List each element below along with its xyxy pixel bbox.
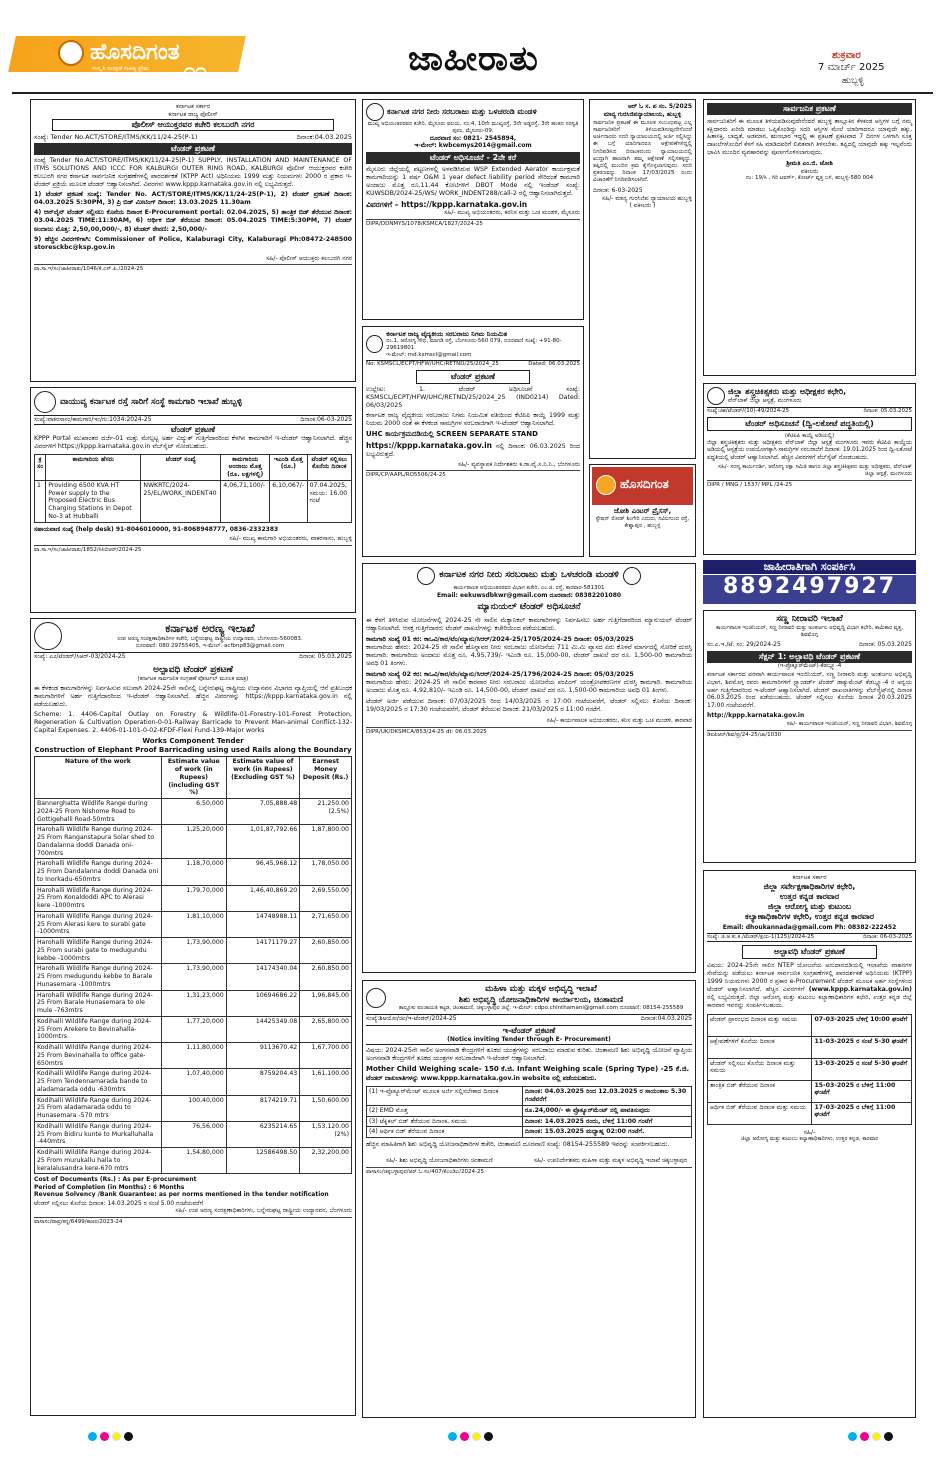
nwkrtc-help: ಸಹಾಯವಾಣಿ ಸಂಖ್ಯೆ (help desk) 91-8046010000, 91-8068948777, 0836-2332383 [34,525,279,533]
court-date: ದಿನಾಂಕ: 6-03-2025 [593,187,643,195]
public-notice-ad [703,99,916,376]
public-addr: ನಂ: 19/ಸಿ , ಗಿರಿ ಟವರ್ಸ್, ಕೋರ್ಟ್ ವೃತ್ತ ಬಳಿ, ಹುಬ್ಬಳ್ಳಿ-580 004 [745,175,874,182]
kuwsdb2-foot: DIPR/UK/DKSMCA/853/24-25 dt: 06.03.2025 [366,727,692,736]
masthead-tagline: ಸಂಸ್ಕೃತಿ ಸಂರಕ್ಷಣೆ ಸಾಹಿತ್ಯ ಪ್ರೇಮ [92,66,149,72]
table-row [35,1016,352,1042]
forest-cell: 76,56,000 [161,1121,226,1147]
header-date: 7 ಮಾರ್ಚ್ 2025 [818,62,885,73]
nwkrtc-cell: 6,10,067/- [270,480,307,522]
court-title: ಮಾನ್ಯ ಗುರಸಿಜಿಪನ್ಯಾಯಾಲಯ, ಹುಬ್ಬಳ್ಳಿ [603,110,682,118]
table-row [367,1105,692,1116]
wcd-logo-icon [366,988,386,1008]
forest-date: ದಿನಾಂಕ: 05.03.2025 [299,653,352,660]
forest-cell: 1,07,40,000 [161,1069,226,1095]
forest-cell: Harohalli Wildlife Range during 2024-25 From Ranganstapura Solar shed to Dandalanna doddi Danada oni-700mtrs [35,825,162,859]
masthead-title: ಹೊಸದಿಗಂತ [90,40,180,65]
table-row [708,1058,912,1080]
nwkrtc-cell: Providing 6500 KVA HT Power supply to the Proposed Electric Bus Charging Stations in Depot No-3 at Hubballi [46,480,141,522]
table-row [367,1116,692,1127]
forest-cell: 8174219.71 [226,1095,300,1121]
nwkrtc-th: ಟೆಂಡರ್ ಸಲ್ಲಿಸಲು ಕೊನೆಯ ದಿನಾಂಕ [307,454,351,480]
ksmscl-web-tail: ನಲ್ಲಿ ದಿನಾಂಕ: 06.03.2025 ರಿಂದ ಲಭ್ಯವಿರುತ್ತದೆ. [366,442,580,458]
table-row [35,938,352,964]
wcd-bar: ಇ-ಟೆಂಡರ್ ಪ್ರಕಟಣೆ [366,1025,692,1036]
registration-dot [848,1432,857,1441]
forest-cell: 1,31,23,000 [161,990,226,1016]
kuwsdb2-dates: ಟೆಂಡರ್ ಅರ್ಜಿ ಪಡೆಯುವ ದಿನಾಂಕ: 07/03/2025 ರಿಂದ 14/03/2025 ರ 17:00 ಗಂಟೆಯವರೆಗೆ, ಟೆಂಡರ್ ಸಲ್ಲಿಸಲು ಕೊನೆಯ ದಿನಾಂಕ: 19/03/2025 ರ 17:30 ಗಂಟೆಯವರೆಗೆ, ಟೆಂಡರ್ ತೆರೆಯುವ ದಿನಾಂಕ: 21/03/2025 ರ 11:00 ಗಂಟೆಗೆ. [366,698,692,714]
ksmscl-foot: DIPR/CP/AAPL/RO5506/24-25 [366,470,580,479]
wcd-help: ಹೆಚ್ಚಿನ ಮಾಹಿತಿಗಾಗಿ ಶಿಶು ಅಭಿವೃದ್ಧಿ ಯೋಜನಾಧಿಕಾರಿಗಳ ಕಚೇರಿ, ಚಿಂತಾಮಣಿ ದೂರವಾಣಿ ಸಂಖ್ಯೆ: 08154-255589 ಇವರನ್ನು ಸಂಪರ್ಕಿಸಬಹುದು. [366,1141,670,1149]
forest-body: ಈ ಕೆಳಕಂಡ ಕಾಮಗಾರಿಗಳನ್ನು ನಿರ್ವಹಿಸುವ ಸಲುವಾಗಿ 2024-25ನೇ ಸಾಲಿನಲ್ಲಿ ಬನ್ನೇರುಘಟ್ಟ ರಾಷ್ಟ್ರೀಯ ಉದ್ಯಾನವನ ವಿಭಾಗದ ವ್ಯಾಪ್ತಿಯಲ್ಲಿ ಆನೆ ಪ್ರತಿಬಂಧಕ ಕಾಮಗಾರಿಗಳಿಗೆ ಅರ್ಹ ಗುತ್ತಿಗೆದಾರರಿಂದ ಇ-ಟೆಂಡರ್ ಆಹ್ವಾನಿಸಲಾಗಿದೆ. ಹೆಚ್ಚಿನ ವಿವರಗಳನ್ನು https://kppp.karnataka.gov.in ನಲ್ಲಿ ಪಡೆಯಬಹುದು. [34,684,352,708]
registration-dot [112,1432,121,1441]
kuwsdb-karwar-ad [362,563,696,973]
forest-cell: 1,78,050.00 [300,859,352,885]
wcd-office: ಶಿಶು ಅಭಿವೃದ್ಧಿ ಯೋಜನಾಧಿಕಾರಿಗಳ ಕಾರ್ಯಾಲಯ, ಚಿಂತಾಮಣಿ [458,994,624,1004]
wcd-date: ದಿನಾಂಕ:04.03.2025 [640,1014,692,1022]
mch-cell: 11-03-2025 ರ ಸಂಜೆ 5-30 ಘಂಟೆಗೆ [812,1036,912,1058]
mch-cell: 17-03-2025 ರ ಬೆಳಿಗ್ಗೆ 11:00 ಘಂಟೆಗೆ [812,1102,912,1124]
nwkrtc-cell: 1 [35,480,46,522]
forest-logo-icon [34,622,62,650]
kuwsdb2-address: ಕಾರ್ಯಪಾಲಕ ಅಭಿಯಂತರರವರ ವಿಭಾಗ ಕಚೇರಿ, ಎಂ.ಜಿ. ರಸ್ತೆ, ಕಾರವಾರ-581301 [453,585,605,591]
kuwsdb2-work2-no: ಕಾಮಗಾರಿ ಸಂಖ್ಯೆ 02 ಕರ: ಕಾಒವಿ/ಕಾರ/ಟೆಂ/ಮ್ಯಾನು/ಸಿಆರ್/2024-25/1796/2024-25 ದಿನಾಂಕ: 05/03/2025 [366,670,634,678]
forest-wc1: Works Component Tender [142,736,244,745]
forest-cell: 1,46,40,869.20 [226,885,300,911]
forest-scheme: Scheme: 1. 4406-Capital Outlay on Forestry & Wildlife-01-Forestry-101-Forest Protection, Regeneration & Cultivation Operation-0-01-Railway Barricade to Prevent Man-animal Conflict-132-Capital Expenses. 2. 4406-01-101-0-02-KFDF-Flexi Fund-139-Major works [34,710,352,734]
police-tender-no: ಸಂಖ್ಯೆ: Tender No.ACT/STORE/ITMS/KK/11/24-25(P-1) [34,133,198,141]
forest-cell: 1,61,100.00 [300,1069,352,1095]
masthead-emblem-icon [58,40,84,66]
nwkrtc-foot: ವಾ.ಸಾ.ಇ/ಸಂ/ಜಾಹೀರಾತು/1852/ಸಿಸಿಬಿಆರ್/2024-25 [34,545,352,554]
kuwsdb2-work1-no: ಕಾಮಗಾರಿ ಸಂಖ್ಯೆ 01 ಕರ: ಕಾಒವಿ/ಕಾರ/ಟೆಂ/ಮ್ಯಾನು/ಸಿಆರ್/2024-25/1705/2024-25 ದಿನಾಂಕ: 05/03/2025 [366,635,634,643]
mch-cell: ಟೆಂಡರ್ ಪ್ರಾರಂಭದ ದಿನಾಂಕ ಮತ್ತು ಸಮಯ [708,1014,812,1036]
mch-office1: ಜಿಲ್ಲಾ ಸರ್ವೇಕ್ಷಣಾಧಿಕಾರಿಗಳ ಕಛೇರಿ, [763,881,856,891]
irrig-sub: (ಇ-ಪ್ರೊಕ್ಯೂರ್‌ಮೆಂಟ್)-ಕೆಡಬ್ಲ್ಯೂ-4 [777,662,842,669]
table-row [35,1121,352,1147]
hospital-title: ಜಿಲ್ಲಾ ಶಸ್ತ್ರಚಿಕಿತ್ಸಕರು ಮತ್ತು ಅಧೀಕ್ಷಕರ ಕಛೇರಿ, [728,387,847,397]
wcd-cell: (4) ಆರ್ಥಿಕ ಬಿಡ್ ತೆರೆಯುವ ದಿನಾಂಕ [367,1127,523,1138]
table-row [35,1148,352,1174]
forest-cell: 1,81,10,000 [161,911,226,937]
wcd-cell: ದಿನಾಂಕ: 15.03.2025 ಮಧ್ಯಾಹ್ನ 02:00 ಗಂಟೆಗೆ. [523,1127,692,1138]
forest-cell: Kodihalli Wildlife Range during 2024-25 From aladamarada oddu to Hunasemara -570 mtrs [35,1095,162,1121]
masthead-number: ೧೧ [184,58,207,82]
forest-cell: Kodihalli Wildlife Range during 2024-25 From Arekere to Bevinahalla-1000mtrs [35,1016,162,1042]
mch-cell: ತಾಂತ್ರಿಕ ಬಿಡ್ ತೆರೆಯುವ ದಿನಾಂಕ [708,1080,812,1102]
forest-cell: 1,87,800.00 [300,825,352,859]
forest-dept: ಕರ್ನಾಟಕ ಅರಣ್ಯ ಇಲಾಖೆ [165,622,255,636]
ksmscl-logo-icon [366,335,383,353]
hospital-sign: ಸಹಿ/- ಸದಸ್ಯ ಕಾರ್ಯದರ್ಶಿ, ಆರೋಗ್ಯ ರಕ್ಷಾ ಸಮಿತಿ ಹಾಗೂ ಜಿಲ್ಲಾ ಶಸ್ತ್ರಚಿಕಿತ್ಸಕರು ಮತ್ತು ಅಧೀಕ್ಷಕರು, ವೆನ್‌ಲಾಕ್ ಜಿಲ್ಲಾ ಆಸ್ಪತ್ರೆ, ಮಂಗಳೂರು [718,463,912,477]
table-row [35,885,352,911]
forest-last-date: ಟೆಂಡರ್ ಸಲ್ಲಿಸಲು ಕೊನೆಯ ದಿನಾಂಕ: 14.03.2025 ರ ಸಂಜೆ 5.00 ಗಂಟೆಯವರೆಗೆ [34,1199,204,1207]
mch-date: ದಿನಾಂಕ: 06-03-2025 [862,934,912,940]
table-row [708,1080,912,1102]
wcd-address: ತಾಲ್ಲೂಕು ಪಂಚಾಯತಿ ಕಟ್ಟಡ, ಚಿಂತಾಮಣಿ, ಚಿಕ್ಕಬಳ್ಳಾಪುರ ಜಿಲ್ಲೆ. ಇ-ಮೇಲ್: cdpo.chinthamani@gmail.com ದೂರವಾಣಿ: 08154-255589 [398,1004,684,1011]
mch-office1-city: ಉತ್ತರ ಕನ್ನಡ ಕಾರವಾರ [779,891,840,901]
table-row [367,1127,692,1138]
police-item3: 9) ಹೆಚ್ಚಿನ ವಿವರಗಳಿಗಾಗಿ: Commissioner of Police, Kalaburagi City, Kalaburagi Ph:08472-248500 storesckbc@ksp.gov.in [34,235,352,251]
nwkrtc-th: ಕ್ರ ಸಂ [35,454,46,480]
mch-cell: 07-03-2025 ಬೆಳಿಗ್ಗೆ 10:00 ಘಂಟೆಗೆ [812,1014,912,1036]
forest-cell: Harohalli Wildlife Range during 2024-25 From surabi gate to medugundu kebbe -1000mtrs [35,938,162,964]
nwkrtc-cell: NWKRTC/2024-25/EL/WORK_INDENT40 [141,480,221,522]
police-tender-ad [30,99,356,382]
wenlock-hospital-ad [703,383,916,555]
forest-cell: 1,18,70,000 [161,859,226,885]
registration-dot [484,1432,493,1441]
hospital-box: ಟೆಂಡರ್ ಅಧಿಸೂಚನೆ (ದ್ವಿ-ಲಕೋಟೆ ಪದ್ಧತಿಯಲ್ಲಿ) [707,417,912,431]
nwkrtc-no: ಸಂಖ್ಯೆ:ವಾಕರಸಾಸಂ/ಕಾಮಗಾರಿ/ಇಂ/ಗು:1034:2024-25 [34,416,152,423]
nwkrtc-th: ಇಎಂಡಿ ಮೊತ್ತ (ರೂ.) [270,454,307,480]
forest-cell: 10694686.22 [226,990,300,1016]
hospital-box2: (ಕೆಟಿಪಿಪಿ ಕಾಯ್ದೆ ಅಡಿಯಲ್ಲಿ) [784,432,835,439]
forest-cell: 2,69,550.00 [300,885,352,911]
forest-cell: Kodihalli Wildlife Range during 2024-25 From Tendennamarada bande to aladamarada oddu -630mtrs [35,1069,162,1095]
nwkrtc-date: ದಿನಾಂಕ:06-03-2025 [300,416,352,423]
court-notice-ad [589,99,696,459]
nwkrtc-bar: ಟೆಂಡರ್ ಪ್ರಕಟಣೆ [171,424,215,434]
table-row [35,1095,352,1121]
irrig-body: ಕರ್ನಾಟಕ ಸರ್ಕಾರದ ಪರವಾಗಿ ಕಾರ್ಯಪಾಲಕ ಇಂಜಿನಿಯರ್, ಸಣ್ಣ ನೀರಾವರಿ ಮತ್ತು ಅಂತರ್ಜಲ ಅಭಿವೃದ್ಧಿ ವಿಭಾಗ, ಶಿವಮೊಗ್ಗ ರವರು ಕಾಮಗಾರಿಗಳಿಗೆ ಸ್ಟ್ಯಾಂಡರ್ಡ್ ಟೆಂಡರ್ ಡಾಕ್ಯುಮೆಂಟ್ ಕೆಡಬ್ಲ್ಯೂ-4 ರ ಅನ್ವಯ ಅರ್ಹ ಗುತ್ತಿಗೆದಾರರಿಂದ ಇ-ಟೆಂಡರ್ ಆಹ್ವಾನಿಸಲಾಗಿದೆ. ಟೆಂಡರ್ ದಾಖಲಾತಿಗಳನ್ನು ವೆಬ್‌ಸೈಟ್‌ನಲ್ಲಿ ದಿನಾಂಕ 06.03.2025 ರಿಂದ ಪಡೆಯಬಹುದು. ಟೆಂಡರ್ ಸಲ್ಲಿಸಲು ಕೊನೆಯ ದಿನಾಂಕ 20.03.2025 17:00 ಗಂಟೆಯವರೆಗೆ. [707,671,912,710]
court-sub: ( ವಕೀಲರು ) [629,202,656,210]
mch-web: (www.kppp.karnataka.gov.in) [808,985,913,993]
kuwsdb1-email: ಇ-ಮೇಲ್: kwbcemys2014@gmail.com [414,142,532,150]
table-row [708,1014,912,1036]
forest-th: Nature of the work [35,757,162,799]
forest-cell: Harohalli Wildlife Range during 2024-25 From Konaldoddi APC to Alerasi kere -1000mtrs [35,885,162,911]
mch-cell: 13-03-2025 ರ ಸಂಜೆ 5-30 ಘಂಟೆಗೆ [812,1058,912,1080]
ksmscl-no: No: KSMSCL/ECPT/HFW/UHC/RETND/25/2024_25 [366,360,499,367]
registration-dot [472,1432,481,1441]
table-row [708,1036,912,1058]
forest-cell: Kodihalli Wildlife Range during 2024-25 From murukallu halla to keralalusandra kere-670 mtrs [35,1148,162,1174]
forest-cell: 14171179.27 [226,938,300,964]
public-bar: ಸಾರ್ವಜನಿಕ ಪ್ರಕಟಣೆ [707,103,912,115]
kuwsdb2-sign: ಸಹಿ/- ಕಾರ್ಯಪಾಲಕ ಅಭಿಯಂತರರು, ಕನಿಸ ಮತ್ತು ಒಚ ಮಂಡಳಿ, ಕಾರವಾರ [546,717,692,725]
mch-no: ಸಂಖ್ಯೆ: ಜಿ.ಆ.ಕು.ಕ./ಟೆಂಡರ್/ಕ್ಷಯ-1(125)/2024-25 [707,934,815,940]
masthead-logo [12,30,240,82]
forest-cell: 96,45,968.12 [226,859,300,885]
table-row [35,799,352,825]
ad-contact-strip [703,560,916,604]
table-row [35,964,352,990]
forest-cell: 1,11,80,000 [161,1043,226,1069]
mch-body: ವಿಷಯ: 2024-25ನೇ ಸಾಲಿನ NTEP ಯೋಜನೆಯ ಅನುದಾನದಡಿಯಲ್ಲಿ ಇಲಾಖೆಯ ವಾಹನಗಳ ಸೇವೆಯನ್ನು ಪಡೆಯಲು ಕರ್ನಾಟಕ ಸಾರ್ವಜನಿಕ ಸಂಗ್ರಹಣೆಗಳಲ್ಲಿ ಪಾರದರ್ಶಕತೆ ಅಧಿನಿಯಮ (KTPP) 1999 ನಿಯಮಗಳು 2000 ರ ಪ್ರಕಾರ e-Procurement ಟೆಂಡರ್ ಮೂಲಕ ಅರ್ಹ ಸಂಸ್ಥೆಗಳಿಂದ ಟೆಂಡರ್ ಆಹ್ವಾನಿಸಲಾಗಿದೆ. ಹೆಚ್ಚಿನ ವಿವರಗಳಿಗೆ [707,961,912,993]
mch-body2: ನಲ್ಲಿ ಲಭ್ಯವಿರುತ್ತದೆ. ಜಿಲ್ಲಾ ಆರೋಗ್ಯ ಮತ್ತು ಕುಟುಂಬ ಕಲ್ಯಾಣಾಧಿಕಾರಿಗಳ ಕಛೇರಿ, ಉತ್ತರ ಕನ್ನಡ ಜಿಲ್ಲೆ ಕಾರವಾರ ಇವರನ್ನು ಸಂಪರ್ಕಿಸಬಹುದು. [707,993,912,1009]
forest-cell: 14174340.04 [226,964,300,990]
kuwsdb1-sign: ಸಹಿ/- ಮುಖ್ಯ ಅಭಿಯಂತರರು, ಕರನಿಸ ಮತ್ತು ಒಚ ಮಂಡಳಿ, ಮೈಸೂರು [444,209,580,217]
forest-cell: 1,67,700.00 [300,1043,352,1069]
kuwsdb2-bar: ಮ್ಯಾನುಯಲ್ ಟೆಂಡರ್ ಅಧಿಸೂಚನೆ [477,602,581,613]
table-row [367,1087,692,1106]
hospital-body: ಜಿಲ್ಲಾ ಶಸ್ತ್ರಚಿಕಿತ್ಸಕರು ಮತ್ತು ಅಧೀಕ್ಷಕರು ವೆನ್‌ಲಾಕ್ ಜಿಲ್ಲಾ ಆಸ್ಪತ್ರೆ ಮಂಗಳೂರು ಇವರು ಕೆಟಿಪಿಪಿ ಕಾಯ್ದೆಯ ಅಡಿಯಲ್ಲಿ ಆಸ್ಪತ್ರೆಯ ಉಪಯೋಗಕ್ಕಾಗಿ ಸಾಮಗ್ರಿಗಳ ಸರಬರಾಜಿಗೆ ದಿನಾಂಕ: 19.01.2025 ರಿಂದ ದ್ವಿ-ಲಕೋಟೆ ಪದ್ಧತಿಯಲ್ಲಿ ಟೆಂಡರ್ ಆಹ್ವಾನಿಸಲಾಗಿದೆ. ಹೆಚ್ಚಿನ ವಿವರಗಳಿಗೆ ವೆಬ್‌ಸೈಟ್ ನೋಡಬಹುದು. [707,439,912,461]
forest-cell: 1,73,90,000 [161,964,226,990]
wcd-table [366,1086,692,1138]
forest-cell: 14425349.08 [226,1016,300,1042]
nwkrtc-th: ಕಾಮಗಾರಿಯ ಹೆಸರು [46,454,141,480]
wcd-body: ವಿಷಯ: 2024-25ನೇ ಸಾಲಿನ ಅಂಗನವಾಡಿ ಕೇಂದ್ರಗಳಿಗೆ ತೂಕದ ಯಂತ್ರಗಳನ್ನು ಸರಬರಾಜು ಮಾಡುವ ಕುರಿತು. ಚಿಂತಾಮಣಿ ಶಿಶು ಅಭಿವೃದ್ಧಿ ಯೋಜನೆ ವ್ಯಾಪ್ತಿಯ ಅಂಗನವಾಡಿ ಕೇಂದ್ರಗಳಿಗೆ ತೂಕದ ಯಂತ್ರಗಳ ಸರಬರಾಜಿಗಾಗಿ ಇ-ಟೆಂಡರ್ ಆಹ್ವಾನಿಸಲಾಗಿದೆ. [366,1046,692,1062]
kuwsdb2-body: ಈ ಕೆಳಗೆ ತಿಳಿಸಿರುವ ಯೋಜನೆಗಳಲ್ಲಿ 2024-25 ನೇ ಸಾಲಿನ ಮೆಕ್ಯಾನಿಕಲ್ ಕಾಮಗಾರಿಗಳನ್ನು ನಿರ್ವಹಿಸಲು ಅರ್ಹ ಗುತ್ತಿಗೆದಾರರಿಂದ ಮ್ಯಾನುಯಲ್ ಟೆಂಡರ್ ಆಹ್ವಾನಿಸಲಾಗಿದೆ. ಆಸಕ್ತ ಗುತ್ತಿಗೆದಾರರು ಟೆಂಡರ್ ದಾಖಲೆಗಳನ್ನು ಕಚೇರಿಯಿಂದ ಪಡೆಯಬಹುದು. [366,616,692,632]
mch-email: Email: dhoukannada@gmail.com Ph: 08382-222452 [722,923,897,931]
ksmscl-ref: ಉಲ್ಲೇಖ: 1. ಟೆಂಡರ್ ಅಧಿಸೂಚನೆ ಸಂಖ್ಯೆ: KSMSCL/ECPT/HFW/UHC/RETND/25/2024_25 (IND0214) Dated: 06/03/2025 [366,385,580,409]
ksmscl-item: UHC ಕಾರ್ಯಕ್ರಮದಡಿಯಲ್ಲಿ SCREEN SEPARATE STAND [366,429,538,438]
forest-cell: Harohalli Wildlife Range during 2024-25 From Dandalanna doddi Danada oni to Inorkadu-650mtrs [35,859,162,885]
forest-cell: 6,50,000 [161,799,226,825]
irrig-web: http://kppp.karnataka.gov.in [707,711,805,719]
mch-cell: ಆಕ್ಷೇಪಣೆಗಳಿಗೆ ಕೊನೆಯ ದಿನಾಂಕ [708,1036,812,1058]
forest-cell: 1,79,70,000 [161,885,226,911]
forest-cell: 1,54,80,000 [161,1148,226,1174]
wcd-foot: ವಾಸಾಸಂ/ಚಿಕ್ಕಬಳ್ಳಾಪುರ/ಆರ್.ಓ.ಸಂ/407/ಕೆಎಂಡಿಎ/2024-25 [366,1167,692,1176]
forest-cell: 1,25,20,000 [161,825,226,859]
wcd-no: ಸಂಖ್ಯೆ:ಶಿಅಯೋ/ಚಿಂ/ಇ-ಟೆಂಡರ್/2024-25 [366,1014,457,1022]
hosa-office-addr: ಸ್ಟೇಷನ್ ರೋಡ್ ಶಿಂಗೇರಿ ಎದುರು, ನವಿಲಗುಂದ ರಸ್ತೆ, [595,515,690,522]
police-sign: ಸಹಿ/- ಪೊಲೀಸ್ ಆಯುಕ್ತರು ಕಲಬುರಗಿ ನಗರ [266,254,352,262]
wcd-body2: ಟೆಂಡರ್ ದಾಖಲಾತಿಗಳನ್ನು www.kppp.karnataka.gov.in website ನಲ್ಲಿ ಪಡೆಯಬಹುದು. [366,1075,597,1083]
hosa-brand: ಹೊಸದಿಗಂತ [620,477,669,491]
kuwsdb1-body: ಮೈಸೂರು ಜಿಲ್ಲೆಯಲ್ಲಿ ಪಟ್ಟಣಗಳಲ್ಲಿ ಅಳವಡಿಸಿರುವ WSP Extended Aerator ಕಾರ್ಯಕ್ಷಮತೆ ಕಾಮಗಾರಿಯನ್ನು 1 ವರ್ಷ O&M 1 year defect liability period ಸೇರಿದಂತೆ ಕಾಮಗಾರಿ ಅಂದಾಜು ಮೊತ್ತ ರೂ.11.44 ಕೋಟಿಗಳಿಗೆ DBOT Mode ನಲ್ಲಿ ಇಂಡೆಂಟ್ ಸಂಖ್ಯೆ: KUWSDB/2024-25/WS/ WORK_INDENT288/call-2 ರಲ್ಲಿ ಆಹ್ವಾನಿಸಲಾಗಿರುತ್ತದೆ. [366,165,580,197]
court-no: ಆರ್ ಓ ಸ. ಪ ಸಂ. 5/2025 [627,103,692,110]
ad-contact-label: ಜಾಹೀರಾತಿಗಾಗಿ ಸಂಪರ್ಕಿಸಿ [703,560,916,575]
mch-sign: ಸಹಿ/- [803,1128,816,1136]
forest-cell: 1,01,87,792.66 [226,825,300,859]
forest-th: Estimate value of work (in Rupees) (Excluding GST %) [226,757,300,799]
forest-cell: 6235214.65 [226,1121,300,1147]
police-body: ಸಂಖ್ಯೆ Tender No.ACT/STORE/ITMS/KK/11/24-25(P-1) SUPPLY, INSTALLATION AND MAINTENANCE OF ITMS SOLUTIONS AND ICCC FOR KALBURGI OUTER RING ROAD, KALBURGI ಪೊಲೀಸ್ ಆಯುಕ್ತರವರ ಕಚೇರಿ ಕಲಬುರಗಿ ನಗರ ಕರ್ನಾಟಕ ಸಾರ್ವಜನಿಕ ಸಂಗ್ರಹಣೆಗಳಲ್ಲಿ ಪಾರದರ್ಶಕತೆ (KTPP Act) ಅಧಿನಿಯಮ 1999 ಮತ್ತು ನಿಯಮಗಳು 2000 ರ ಪ್ರಕಾರ ಇ-ಟೆಂಡರ್ ಪ್ರಕ್ರಿಯೆ ಮೂಲಕ ಟೆಂಡರ್ ಆಹ್ವಾನಿಸಲಾಗಿದೆ. ವಿವರಗಳು www.kppp.karnataka.gov.in ನಲ್ಲಿ ಲಭ್ಯವಿರುತ್ತದೆ. [34,157,352,189]
forest-cell: 1,96,845.00 [300,990,352,1016]
forest-cell: 1,73,90,000 [161,938,226,964]
hosa-office-city: ಕೇಶ್ವಾಪುರ , ಹುಬ್ಬಳ್ಳಿ [624,522,661,529]
forest-office: ಉಪ ಅರಣ್ಯ ಸಂರಕ್ಷಣಾಧಿಕಾರಿಗಳ ಕಚೇರಿ, ಬನ್ನೇರುಘಟ್ಟ ರಾಷ್ಟ್ರೀಯ ಉದ್ಯಾನವನ, ಬೆಂಗಳೂರು-560083. [117,636,303,642]
ad-contact-number: 8892497927 [722,573,897,599]
mch-cell: ಟೆಂಡರ್ ಸಲ್ಲಿಸಲು ಕೊನೆಯ ದಿನಾಂಕ ಮತ್ತು ಸಮಯ [708,1058,812,1080]
irrig-office: ಕಾರ್ಯಪಾಲಕ ಇಂಜಿನಿಯರ್, ಸಣ್ಣ ನೀರಾವರಿ ಮತ್ತು ಅಂತರ್ಜಲ ಅಭಿವೃದ್ಧಿ ವಿಭಾಗ ಕಛೇರಿ, ಕಾಮಿಕಾರ ವೃತ್ತ, ಶಿವಮೊಗ್ಗ [715,625,904,639]
forest-sub: (ಕರ್ನಾಟಕ ಸಾರ್ವಜನಿಕ ಸಂಗ್ರಹಣೆ ಪೋರ್ಟಲ್ ಮೂಲಕ ಮಾತ್ರ) [137,675,249,682]
registration-dot [884,1432,893,1441]
hospital-name: ವೆನ್‌ಲಾಕ್ ಜಿಲ್ಲಾ ಆಸ್ಪತ್ರೆ, ಮಂಗಳೂರು [728,397,802,405]
forest-foot: ವಾಸಾಸಂ/ಪಾವ್ರ/ಕನ್ನ/6499/ಕಾಅರ/2023-24 [34,1217,352,1226]
wcd-sign1: ಸಹಿ/- ಶಿಶು ಅಭಿವೃದ್ಧಿ ಯೋಜನಾಧಿಕಾರಿಗಳು ಚಿಂತಾಮಣಿ [385,1157,493,1165]
kuwsdb1-bar: ಟೆಂಡರ್ ಅಧಿಸೂಚನೆ - 2ನೇ ಕರೆ [366,152,580,164]
forest-cost: Cost of Documents (Rs.) : As per E-procurement [34,1176,197,1184]
forest-cell: Kodihalli Wildlife Range during 2024-25 From Bevinahalla to office gate-650mtrs [35,1043,162,1069]
ksmscl-email: ಇ-ಮೇಲ್: md.ksmscl@gmail.com [386,351,472,358]
forest-cell: 2,32,200.00 [300,1148,352,1174]
ksmscl-body: ಕರ್ನಾಟಕ ರಾಜ್ಯ ವೈದ್ಯಕೀಯ ಸರಬರಾಜು ನಿಗಮ ನಿಯಮಿತ ವತಿಯಿಂದ ಕೆಟಿಪಿಪಿ ಕಾಯ್ದೆ 1999 ಮತ್ತು ನಿಯಮ 2000 ರಂತೆ ಈ ಕೆಳಕಂಡ ಸಾಮಗ್ರಿಗಳ ಸರಬರಾಜಿಗಾಗಿ ಇ-ಟೆಂಡರ್ ಆಹ್ವಾನಿಸಲಾಗಿದೆ. [366,411,580,427]
court-body: ಸಾರ್ವಜನಿಕ ಪ್ರಕಟಣೆ ಈ ಮೂಲಕ ಸಂಬಂಧಪಟ್ಟ ಎಲ್ಲ ಸಾರ್ವಜನಿಕರಿಗೆ ತಿಳಿಯಪಡಿಸುವುದೇನೆಂದರೆ ಅರ್ಜಿದಾರರು ಸದರಿ ನ್ಯಾಯಾಲಯದಲ್ಲಿ ಅರ್ಜಿ ಸಲ್ಲಿಸಿದ್ದು ಈ ಬಗ್ಗೆ ಯಾರಿಗಾದರೂ ಆಕ್ಷೇಪಣೆಗಳಿದ್ದಲ್ಲಿ ನಿಗದಿಪಡಿಸಿದ ದಿನಾಂಕದಂದು ನ್ಯಾಯಾಲಯದಲ್ಲಿ ಖುದ್ದಾಗಿ ಹಾಜರಾಗಿ ತಮ್ಮ ಆಕ್ಷೇಪಣೆ ಸಲ್ಲಿಸತಕ್ಕದ್ದು. ತಪ್ಪಿದಲ್ಲಿ ಮುಂದಿನ ಕ್ರಮ ಕೈಗೊಳ್ಳಲಾಗುವುದು. ಸದರಿ ಪ್ರಕರಣವನ್ನು ದಿನಾಂಕ 17/03/2025 ರಂದು ವಿಚಾರಣೆಗೆ ನಿಗದಿಪಡಿಸಲಾಗಿದೆ. [593,120,692,184]
table-row [35,825,352,859]
hosadigantha-office-ad [589,464,696,557]
hospital-foot: DIPR / MNG / 1537/ MPL /24-25 [707,480,912,489]
forest-tender-ad [30,618,356,1416]
police-office: ಪೊಲೀಸ್ ಆಯುಕ್ತರವರ ಕಚೇರಿ ಕಲಬುರಗಿ ನಗರ [52,119,334,131]
police-foot: ವಾ.ಸಾ.ಇ/ಸಂ/ಜಾಹೀರಾತು/1046/ಕೆ.ಎಸ್.ಪಿ./2024-25 [34,264,352,273]
public-sign2: ವಕೀಲರು [800,167,819,175]
registration-dot [124,1432,133,1441]
registration-dot [448,1432,457,1441]
registration-dot [860,1432,869,1441]
forest-contact: ದೂರವಾಣಿ: 080 29755405, ಇ-ಮೇಲ್: acfbnp83@gmail.com [135,642,285,649]
ksmscl-sign: ಸಹಿ/- ವ್ಯವಸ್ಥಾಪಕ ನಿರ್ದೇಶಕರು ಕ.ರಾ.ವೈ.ಸ.ನಿ.ನಿ., ಬೆಂಗಳೂರು [457,460,580,468]
wcd-sub: (Notice inviting Tender through E- Procurement) [366,1036,692,1045]
kuwsdb1-address: ಮುಖ್ಯ ಅಭಿಯಂತರರವರ ಕಚೇರಿ, ಮೈಸೂರು ವಲಯ, ನಂ:4, 10ನೇ ಮುಖ್ಯರಸ್ತೆ, 3ನೇ ಅಡ್ಡರಸ್ತೆ, 3ನೇ ಹಂತದ ಸರಸ್ವತಿ ಪುರಂ, ಮೈಸೂರು-09. [367,121,579,134]
court-sign: ಸಹಿ/- ಮಾನ್ಯ ಗುರಸಿಜಿಪ ನ್ಯಾಯಾಲಯ ಹುಬ್ಬಳ್ಳಿ [601,194,692,202]
forest-sign: ಸಹಿ/- ಉಪ ಅರಣ್ಯ ಸಂರಕ್ಷಣಾಧಿಕಾರಿಗಳು, ಬನ್ನೇರುಘಟ್ಟ ರಾಷ್ಟ್ರೀಯ ಉದ್ಯಾನವನ, ಬೆಂಗಳೂರು [175,1207,352,1215]
forest-cell: 14748988.11 [226,911,300,937]
table-row [708,1102,912,1124]
forest-cell: Harohalli Wildlife Range during 2024-25 From medugundu kebbe to Barale Hunasemara -1000mtrs [35,964,162,990]
forest-cell: 2,60,850.00 [300,938,352,964]
police-govt: ಕರ್ನಾಟಕ ಸರ್ಕಾರ [175,103,211,110]
registration-dot [88,1432,97,1441]
wcd-cell: (2) EMD ಮೊತ್ತ [367,1105,523,1116]
forest-th: Estimate value of work (in Rupees) (including GST %) [161,757,226,799]
forest-cell: 9113670.42 [226,1043,300,1069]
kuwsdb2-work2-desc: ಕಾಮಗಾರಿಯ ಹೆಸರು: 2024-25 ನೇ ಸಾಲಿನ ಕಾರವಾರ ನೀರು ಸರಬರಾಜು ಯೋಜನೆಯ ಪಂಪಿಂಗ್ ಯಂತ್ರೋಪಕರಣಗಳ ದುರಸ್ತಿ ಕಾಮಗಾರಿ. ಕಾಮಗಾರಿಯ ಅಂದಾಜು ಮೊತ್ತ ರೂ. 4,92,810/- ಇಎಂಡಿ ರೂ. 14,500-00, ಟೆಂಡರ್ ದಾಖಲೆ ದರ ರೂ. 1,500-00 ಕಾಮಗಾರಿಯ ಅವಧಿ 01 ತಿಂಗಳು. [366,678,692,694]
forest-cell: 2,71,650.00 [300,911,352,937]
kuwsdb1-title: ಕರ್ನಾಟಕ ನಗರ ನೀರು ಸರಬರಾಜು ಮತ್ತು ಒಳಚರಂಡಿ ಮಂಡಳಿ [387,107,537,117]
wcd-cell: ರೂ.24,000/- ಈ ಪ್ರೊಕ್ಯೂರ್‌ಮೆಂಟ್ ನಲ್ಲಿ ಪಾವತಿಸುವುದು [523,1105,692,1116]
kuwsdb2-logo2-icon [623,567,641,585]
hospital-no: ಸಂಖ್ಯೆ:ಜಿಶ/ಟೆಂಡರ್/(10)-49/2024-25 [707,408,790,414]
wcd-item: Mother Child Weighing scale- 150 ಕೆ.ಜಿ. Infant Weighing scale (Spring Type) -25 ಕೆ.ಜಿ. [366,1064,690,1073]
kuwsdb1-web: ವಿವರಗಳಿಗೆ – https://kppp.karnataka.gov.in [366,199,528,209]
forest-cell: 2,60,850.00 [300,964,352,990]
forest-th: Earnest Money Deposit (Rs.) [300,757,352,799]
hosa-emblem-icon [596,475,616,495]
ksmscl-address: ನಂ.1, ಆರೋಗ್ಯ ಸೌಧ, ಮಾಗಡಿ ರಸ್ತೆ, ಬೆಂಗಳೂರು-560 079, ದೂರವಾಣಿ ಸಂಖ್ಯೆ: +91-80-29619801 [386,338,562,351]
kuwsdb2-work1-desc: ಕಾಮಗಾರಿಯ ಹೆಸರು: 2024-25 ನೇ ಸಾಲಿನ ಹೊನ್ನಾವರ ನೀರು ಸರಬರಾಜು ಯೋಜನೆಯ 711 ಮಿ.ಮಿ ವ್ಯಾಸದ ಏರು ಕೊಳವೆ ಮಾರ್ಗದಲ್ಲಿ ಸೋರಿಕೆ ದುರಸ್ತಿ ಕಾಮಗಾರಿ. ಕಾಮಗಾರಿಯ ಅಂದಾಜು ಮೊತ್ತ ರೂ. 4,95,739/- ಇಎಂಡಿ ರೂ. 15,000-00, ಟೆಂಡರ್ ದಾಖಲೆ ದರ ರೂ. 1,500-00 ಕಾಮಗಾರಿಯ ಅವಧಿ 01 ತಿಂಗಳು. [366,643,692,667]
forest-cell: 21,250.00 (2.5%) [300,799,352,825]
forest-period: Period of Completion (in Months) : 6 Months [34,1183,185,1191]
table-row [35,480,352,522]
mch-office2-city: ಕಲ್ಯಾಣಾಧಿಕಾರಿಗಳ ಕಛೇರಿ, ಉತ್ತರ ಕನ್ನಡ ಕಾರವಾರ [744,911,874,921]
irrig-sign: ಸಹಿ/- ಕಾರ್ಯಪಾಲಕ ಇಂಜಿನಿಯರ್, ಸಣ್ಣ ನೀರಾವರಿ ವಿಭಾಗ, ಶಿವಮೊಗ್ಗ [786,721,912,728]
nwkrtc-th: ಟೆಂಡರ್ ಸಂಖ್ಯೆ [141,454,221,480]
irrig-dept: ಸಣ್ಣ ನೀರಾವರಿ ಇಲಾಖೆ [776,614,843,624]
forest-cell: 12586498.50 [226,1148,300,1174]
registration-dot [872,1432,881,1441]
mch-body-wrap [707,962,912,1010]
forest-no: ಸಂಖ್ಯೆ: ಎ೨/ಟೆಂಡರ್/ಸಿಆರ್-03/2024-25 [34,653,126,660]
nwkrtc-tender-ad [30,387,356,613]
kuwsdb2-contact: Email: eekuwsdbkwr@gmail.com ದೂರವಾಣಿ: 08382201080 [436,591,622,599]
header-city: ಹುಬ್ಬಳ್ಳಿ [842,76,864,86]
nwkrtc-th: ಕಾಮಗಾರಿಯ ಅಂದಾಜು ಮೊತ್ತ (ರೂ. ಲಕ್ಷಗಳಲ್ಲಿ) [221,454,270,480]
mch-cell: 15-03-2025 ರ ಬೆಳಿಗ್ಗೆ 11:00 ಘಂಟೆಗೆ [812,1080,912,1102]
section-title: ಜಾಹೀರಾತು [408,39,539,79]
wcd-sign2: ಸಹಿ/- ಉಪನಿರ್ದೇಶಕರು ಮಹಿಳಾ ಮತ್ತು ಮಕ್ಕಳ ಅಭಿವೃದ್ಧಿ ಇಲಾಖೆ ಚಿಕ್ಕಬಳ್ಳಾಪುರ [533,1157,688,1165]
nwkrtc-cell: 07.04.2025, ಸಮಯ: 16.00 ಗಂಟೆ [307,480,351,522]
forest-wc2: Construction of Elephant Proof Barricading using used Rails along the Boundary [34,745,352,754]
ksmscl-title: ಕರ್ನಾಟಕ ರಾಜ್ಯ ವೈದ್ಯಕೀಯ ಸರಬರಾಜು ನಿಗಮ ನಿಯಮಿತ [386,330,508,338]
nwkrtc-sign: ಸಹಿ/- ಮುಖ್ಯ ಕಾಮಗಾರಿ ಅಭಿಯಂತರರು, ವಾಕರಸಾಸಂ, ಹುಬ್ಬಳ್ಳಿ [229,535,352,543]
nwkrtc-cell: 4,06,71,100/- [221,480,270,522]
forest-cell: 1,50,600.00 [300,1095,352,1121]
ksmscl-bar: ಟೆಂಡರ್ ಪ್ರಕಟಣೆ [416,370,530,384]
forest-cell: 7,05,888.48 [226,799,300,825]
forest-cell: 1,53,120.00 (2%) [300,1121,352,1147]
forest-bar: ಅಲ್ಪಾವಧಿ ಟೆಂಡರ್ ಪ್ರಕಟಣೆ [153,664,233,675]
police-dept: ಕರ್ನಾಟಕ ರಾಜ್ಯ ಪೊಲೀಸ್ [168,110,218,118]
forest-cell: Harohalli Wildlife Range during 2024-25 From Alerasi kere to surabi gate -1000mtrs [35,911,162,937]
hosa-office-name: ಜೋಶಿ ಎಂಟರ್ ಪ್ರೈಸಸ್, [613,507,672,515]
minor-irrigation-ad [703,610,916,863]
wcd-cell: ದಿನಾಂಕ: 14.03.2025 ರಂದು, ಬೆಳಿಗ್ಗೆ 11:00 ಗಂಟೆಗೆ [523,1116,692,1127]
forest-rev: Revenue Solvency /Bank Guarantee: as per norms mentioned in the tender notification [34,1191,329,1199]
kuwsdb-mysuru-ad [362,99,584,320]
irrig-date: ದಿನಾಂಕ: 05.03.2025 [859,641,912,648]
kuwsdb1-phone: ದೂರವಾಣಿ ಸಂ: 0821- 2545894, [429,134,517,142]
police-date: ದಿನಾಂಕ:04.03.2025 [296,133,352,141]
kuwsdb2-logo-icon [417,567,435,585]
forest-cell: 100,40,000 [161,1095,226,1121]
ksmscl-date: Dated: 06.03.2025 [528,360,580,367]
hospital-date: ದಿನಾಂಕ: 05.03.2025 [863,408,912,414]
ksmscl-web: https://kppp.karnataka.gov.in [366,440,493,450]
mch-table [707,1014,912,1125]
forest-cell: 2,65,800.00 [300,1016,352,1042]
public-body: ಸಾರ್ವಜನಿಕರಿಗೆ ಈ ಮೂಲಕ ತಿಳಿಯಪಡಿಸುವುದೇನೆಂದರೆ ಹುಬ್ಬಳ್ಳಿ ತಾಲ್ಲೂಕಿನ ಕೆಳಕಂಡ ಆಸ್ತಿಗಳ ಬಗ್ಗೆ ನಮ್ಮ ಕಕ್ಷಿದಾರರು ಖರೀದಿ ಮಾಡಲು ಒಪ್ಪಿಕೊಂಡಿದ್ದು ಸದರಿ ಆಸ್ತಿಗಳ ಮೇಲೆ ಯಾರಿಗಾದರೂ ಯಾವುದೇ ಹಕ್ಕು, ಹಿತಾಸಕ್ತಿ, ಬಾಧ್ಯತೆ, ಅಡಮಾನ, ಋಣಭಾರ ಇದ್ದಲ್ಲಿ ಈ ಪ್ರಕಟಣೆ ಪ್ರಕಟವಾದ 7 ದಿನಗಳ ಒಳಗಾಗಿ ಸೂಕ್ತ ದಾಖಲೆಗಳೊಂದಿಗೆ ಕೆಳಗೆ ಸಹಿ ಮಾಡಿದವರಿಗೆ ಲಿಖಿತವಾಗಿ ತಿಳಿಸಬೇಕು. ತಪ್ಪಿದಲ್ಲಿ ಯಾವುದೇ ಹಕ್ಕು ಇಲ್ಲವೆಂದು ಭಾವಿಸಿ ಮುಂದಿನ ವ್ಯವಹಾರವನ್ನು ಪೂರ್ಣಗೊಳಿಸಲಾಗುವುದು. [707,118,912,156]
uttara-kannada-health-ad [703,870,916,1418]
forest-cell: 8759204.43 [226,1069,300,1095]
wcd-cell: ದಿನಾಂಕ: 04.03.2025 ರಿಂದ 12.03.2025 ರ ಸಾಯಂಕಾಲ 5.30 ಗಂಟೆವರೆಗೆ [523,1087,692,1106]
public-sign: ಶ್ರೀಮತಿ ಎಂ.ಜಿ. ಜೋಶಿ [786,160,833,168]
police-item2: 4) ಆನ್‌ಲೈನ್ ಟೆಂಡರ್ ಸಲ್ಲಿಸಲು ಕೊನೆಯ ದಿನಾಂಕ E-Procurement portal: 02.04.2025, 5) ತಾಂತ್ರಿಕ ಬಿಡ್ ತೆರೆಯುವ ದಿನಾಂಕ: 03.04.2025 TIME:11:30AM, 6) ಆರ್ಥಿಕ ಬಿಡ್ ತೆರೆಯುವ ದಿನಾಂಕ: 05.04.2025 TIME:5:30PM, 7) ಟೆಂಡರ್ ಅಂದಾಜು ಮೊತ್ತ: 2,50,00,000/-, 8) ಟೆಂಡರ್ ಠೇವಣಿ: 2,50,000/- [34,209,352,233]
forest-cell: 1,77,20,000 [161,1016,226,1042]
forest-table [34,756,352,1174]
table-row [35,911,352,937]
wcd-chintamani-ad [362,980,696,1418]
forest-cell: Kodihalli Wildlife Range during 2024-25 From Bidiru kunte to Murkalluhalla -440mtrs [35,1121,162,1147]
wcd-cell: (3) ಟೆಕ್ನಿಕಲ್ ಬಿಡ್ ತೆರೆಯುವ ದಿನಾಂಕ, ಸಮಯ [367,1116,523,1127]
mch-cell: ಆರ್ಥಿಕ ಬಿಡ್ ತೆರೆಯುವ ದಿನಾಂಕ ಮತ್ತು ಸಮಯ [708,1102,812,1124]
table-row [35,859,352,885]
irrig-no: ಸಂ.ಎ.ಇ./ಟೆ. ಸಂ: 29/2024-25 [707,641,781,648]
header-rule [12,92,933,94]
header-day: ಶುಕ್ರವಾರ [832,50,861,61]
forest-cell: Harohalli Wildlife Range during 2024-25 From Barale Hunasemara to ole mule -763mtrs [35,990,162,1016]
table-row [35,1043,352,1069]
nwkrtc-logo-icon [34,391,56,413]
table-row [35,990,352,1016]
nwkrtc-title: ವಾಯುವ್ಯ ಕರ್ನಾಟಕ ರಸ್ತೆ ಸಾರಿಗೆ ಸಂಸ್ಥೆ ಕಾಮಗಾರಿ ಇಲಾಖೆ ಹುಬ್ಬಳ್ಳಿ [60,396,242,407]
kuwsdb-logo-icon [366,103,384,121]
wcd-cell: (1) ಇ-ಪ್ರೊಕ್ಯೂರ್‌ಮೆಂಟ್ ಮೂಲಕ ಅರ್ಜಿ ಸಲ್ಲಿಸಬೇಕಾದ ದಿನಾಂಕ [367,1087,523,1106]
hospital-logo-icon [707,387,725,405]
forest-cell: Bannerghatta Wildlife Range during 2024-25 From Nishome Road to Gottigehalli Road-50mtrs [35,799,162,825]
ksmscl-tender-ad [362,326,584,557]
police-item1: 1) ಟೆಂಡರ್ ಪ್ರಕಟಣೆ ಸಂಖ್ಯೆ: Tender No. ACT/STORE/ITMS/KK/11/24-25(P-1), 2) ಟೆಂಡರ್ ಪ್ರಕಟಣೆ ದಿನಾಂಕ: 04.03.2025 5:30PM, 3) ಪ್ರಿ ಬಿಡ್ ಮೀಟಿಂಗ್ ದಿನಾಂಕ: 13.03.2025 11.30am [34,191,352,207]
irrig-foot: ಡಿಐಪಿಆರ್/ಶಿವ/ಪ್ರ/24-25/ಜಾ/1030 [707,730,912,739]
registration-dot [100,1432,109,1441]
kuwsdb1-foot: DIPR/DDNMYS/1078/KSMCA/1827/2024-25 [366,219,580,228]
police-bar: ಟೆಂಡರ್ ಪ್ರಕಟಣೆ [34,143,352,155]
kuwsdb2-title: ಕರ್ನಾಟಕ ನಗರ ನೀರು ಸರಬರಾಜು ಮತ್ತು ಒಳಚರಂಡಿ ಮಂಡಳಿ [439,570,619,581]
mch-bar: ಅಲ್ಪಾವಧಿ ಟೆಂಡರ್ ಪ್ರಕಟಣೆ [742,945,877,959]
nwkrtc-body: KPPP Portal ಮುಖಾಂತರ ದರ್ಜೆ-01 ಮತ್ತು ಮೇಲ್ಪಟ್ಟ ಅರ್ಹ ವಿದ್ಯುತ್ ಗುತ್ತಿಗೆದಾರರಿಂದ ಕೆಳಗಿನ ಕಾಮಗಾರಿಗೆ ಇ-ಟೆಂಡರ್ ಆಹ್ವಾನಿಸಲಾಗಿದೆ. ಹೆಚ್ಚಿನ ವಿವರಗಳಿಗೆ https://kppp.karnataka.gov.in ವೆಬ್‌ಸೈಟ್ ನೋಡಬಹುದು. [34,434,352,450]
mch-sign2: ಜಿಲ್ಲಾ ಆರೋಗ್ಯ ಮತ್ತು ಕುಟುಂಬ ಕಲ್ಯಾಣಾಧಿಕಾರಿಗಳು, ಉತ್ತರ ಕನ್ನಡ, ಕಾರವಾರ [740,1136,879,1142]
registration-dot [460,1432,469,1441]
table-row [35,1069,352,1095]
mch-office2: ಜಿಲ್ಲಾ ಆರೋಗ್ಯ ಮತ್ತು ಕುಟುಂಬ [767,901,852,911]
nwkrtc-table [34,454,352,523]
mch-govt: ಕರ್ನಾಟಕ ಸರ್ಕಾರ [792,874,827,881]
irrig-bar: ಸೆಕ್ಷನ್ 1: ಅಲ್ಪಾವಧಿ ಟೆಂಡರ್ ಪ್ರಕಟಣೆ [707,651,912,663]
wcd-dept: ಮಹಿಳಾ ಮತ್ತು ಮಕ್ಕಳ ಅಭಿವೃದ್ಧಿ ಇಲಾಖೆ [485,984,597,994]
